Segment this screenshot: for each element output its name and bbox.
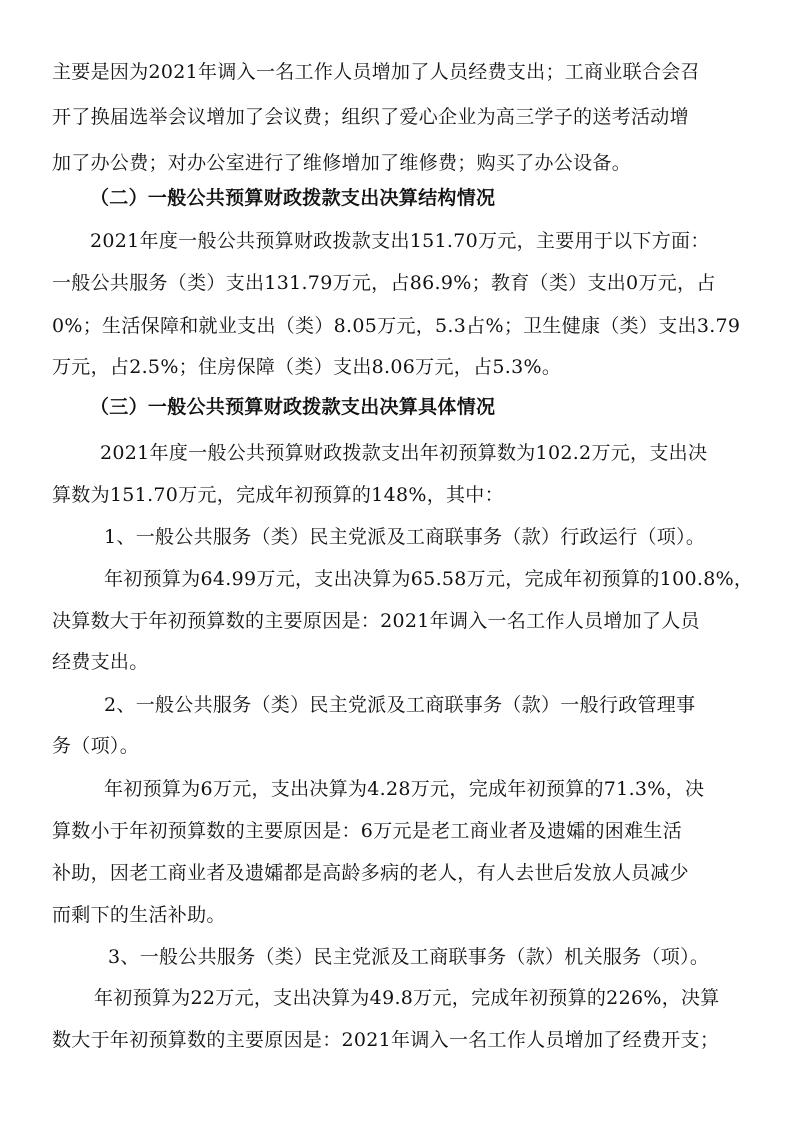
paragraph-line: 数大于年初预算数的主要原因是：2021年调入一名工作人员增加了经费开支； xyxy=(52,1029,720,1051)
paragraph-line: 算数小于年初预算数的主要原因是：6万元是老工商业者及遗孀的困难生活 xyxy=(52,820,682,842)
item-heading-2: 2、一般公共服务（类）民主党派及工商联事务（款）一般行政管理事 xyxy=(104,694,696,716)
paragraph-line: 务（项）。 xyxy=(52,735,140,757)
section-heading-2: （二）一般公共预算财政拨款支出决算结构情况 xyxy=(90,187,496,209)
paragraph-line: 算数为151.70万元，完成年初预算的148%，其中： xyxy=(52,484,504,506)
paragraph-line: 年初预算为6万元，支出决算为4.28万元，完成年初预算的71.3%，决 xyxy=(104,778,705,800)
paragraph-line: 2021年度一般公共预算财政拨款支出年初预算数为102.2万元，支出决 xyxy=(100,442,708,464)
paragraph-line: 年初预算为64.99万元，支出决算为65.58万元，完成年初预算的100.8%， xyxy=(104,568,754,590)
paragraph-line: 一般公共服务（类）支出131.79万元，占86.9%；教育（类）支出0万元，占 xyxy=(52,272,716,294)
paragraph-line: 加了办公费；对办公室进行了维修增加了维修费；购买了办公设备。 xyxy=(52,152,632,174)
paragraph-line: 万元，占2.5%；住房保障（类）支出8.06万元，占5.3%。 xyxy=(52,356,562,378)
paragraph-line: 经费支出。 xyxy=(52,651,149,673)
paragraph-line: 而剩下的生活补助。 xyxy=(52,904,226,926)
paragraph-line: 补助，因老工商业者及遗孀都是高龄多病的老人，有人去世后发放人员减少 xyxy=(52,862,689,884)
section-heading-3: （三）一般公共预算财政拨款支出决算具体情况 xyxy=(90,396,496,418)
paragraph-line: 开了换届选举会议增加了会议费；组织了爱心企业为高三学子的送考活动增 xyxy=(52,106,689,128)
paragraph-line: 2021年度一般公共预算财政拨款支出151.70万元，主要用于以下方面： xyxy=(90,230,710,252)
item-heading-1: 1、一般公共服务（类）民主党派及工商联事务（款）行政运行（项）。 xyxy=(104,526,706,548)
paragraph-line: 主要是因为2021年调入一名工作人员增加了人员经费支出；工商业联合会召 xyxy=(52,61,700,83)
paragraph-line: 决算数大于年初预算数的主要原因是：2021年调入一名工作人员增加了人员 xyxy=(52,610,700,632)
paragraph-line: 年初预算为22万元，支出决算为49.8万元，完成年初预算的226%，决算 xyxy=(94,987,720,1009)
item-heading-3: 3、一般公共服务（类）民主党派及工商联事务（款）机关服务（项）。 xyxy=(108,946,710,968)
paragraph-line: 0%；生活保障和就业支出（类）8.05万元，5.3占%；卫生健康（类）支出3.79 xyxy=(52,315,741,337)
